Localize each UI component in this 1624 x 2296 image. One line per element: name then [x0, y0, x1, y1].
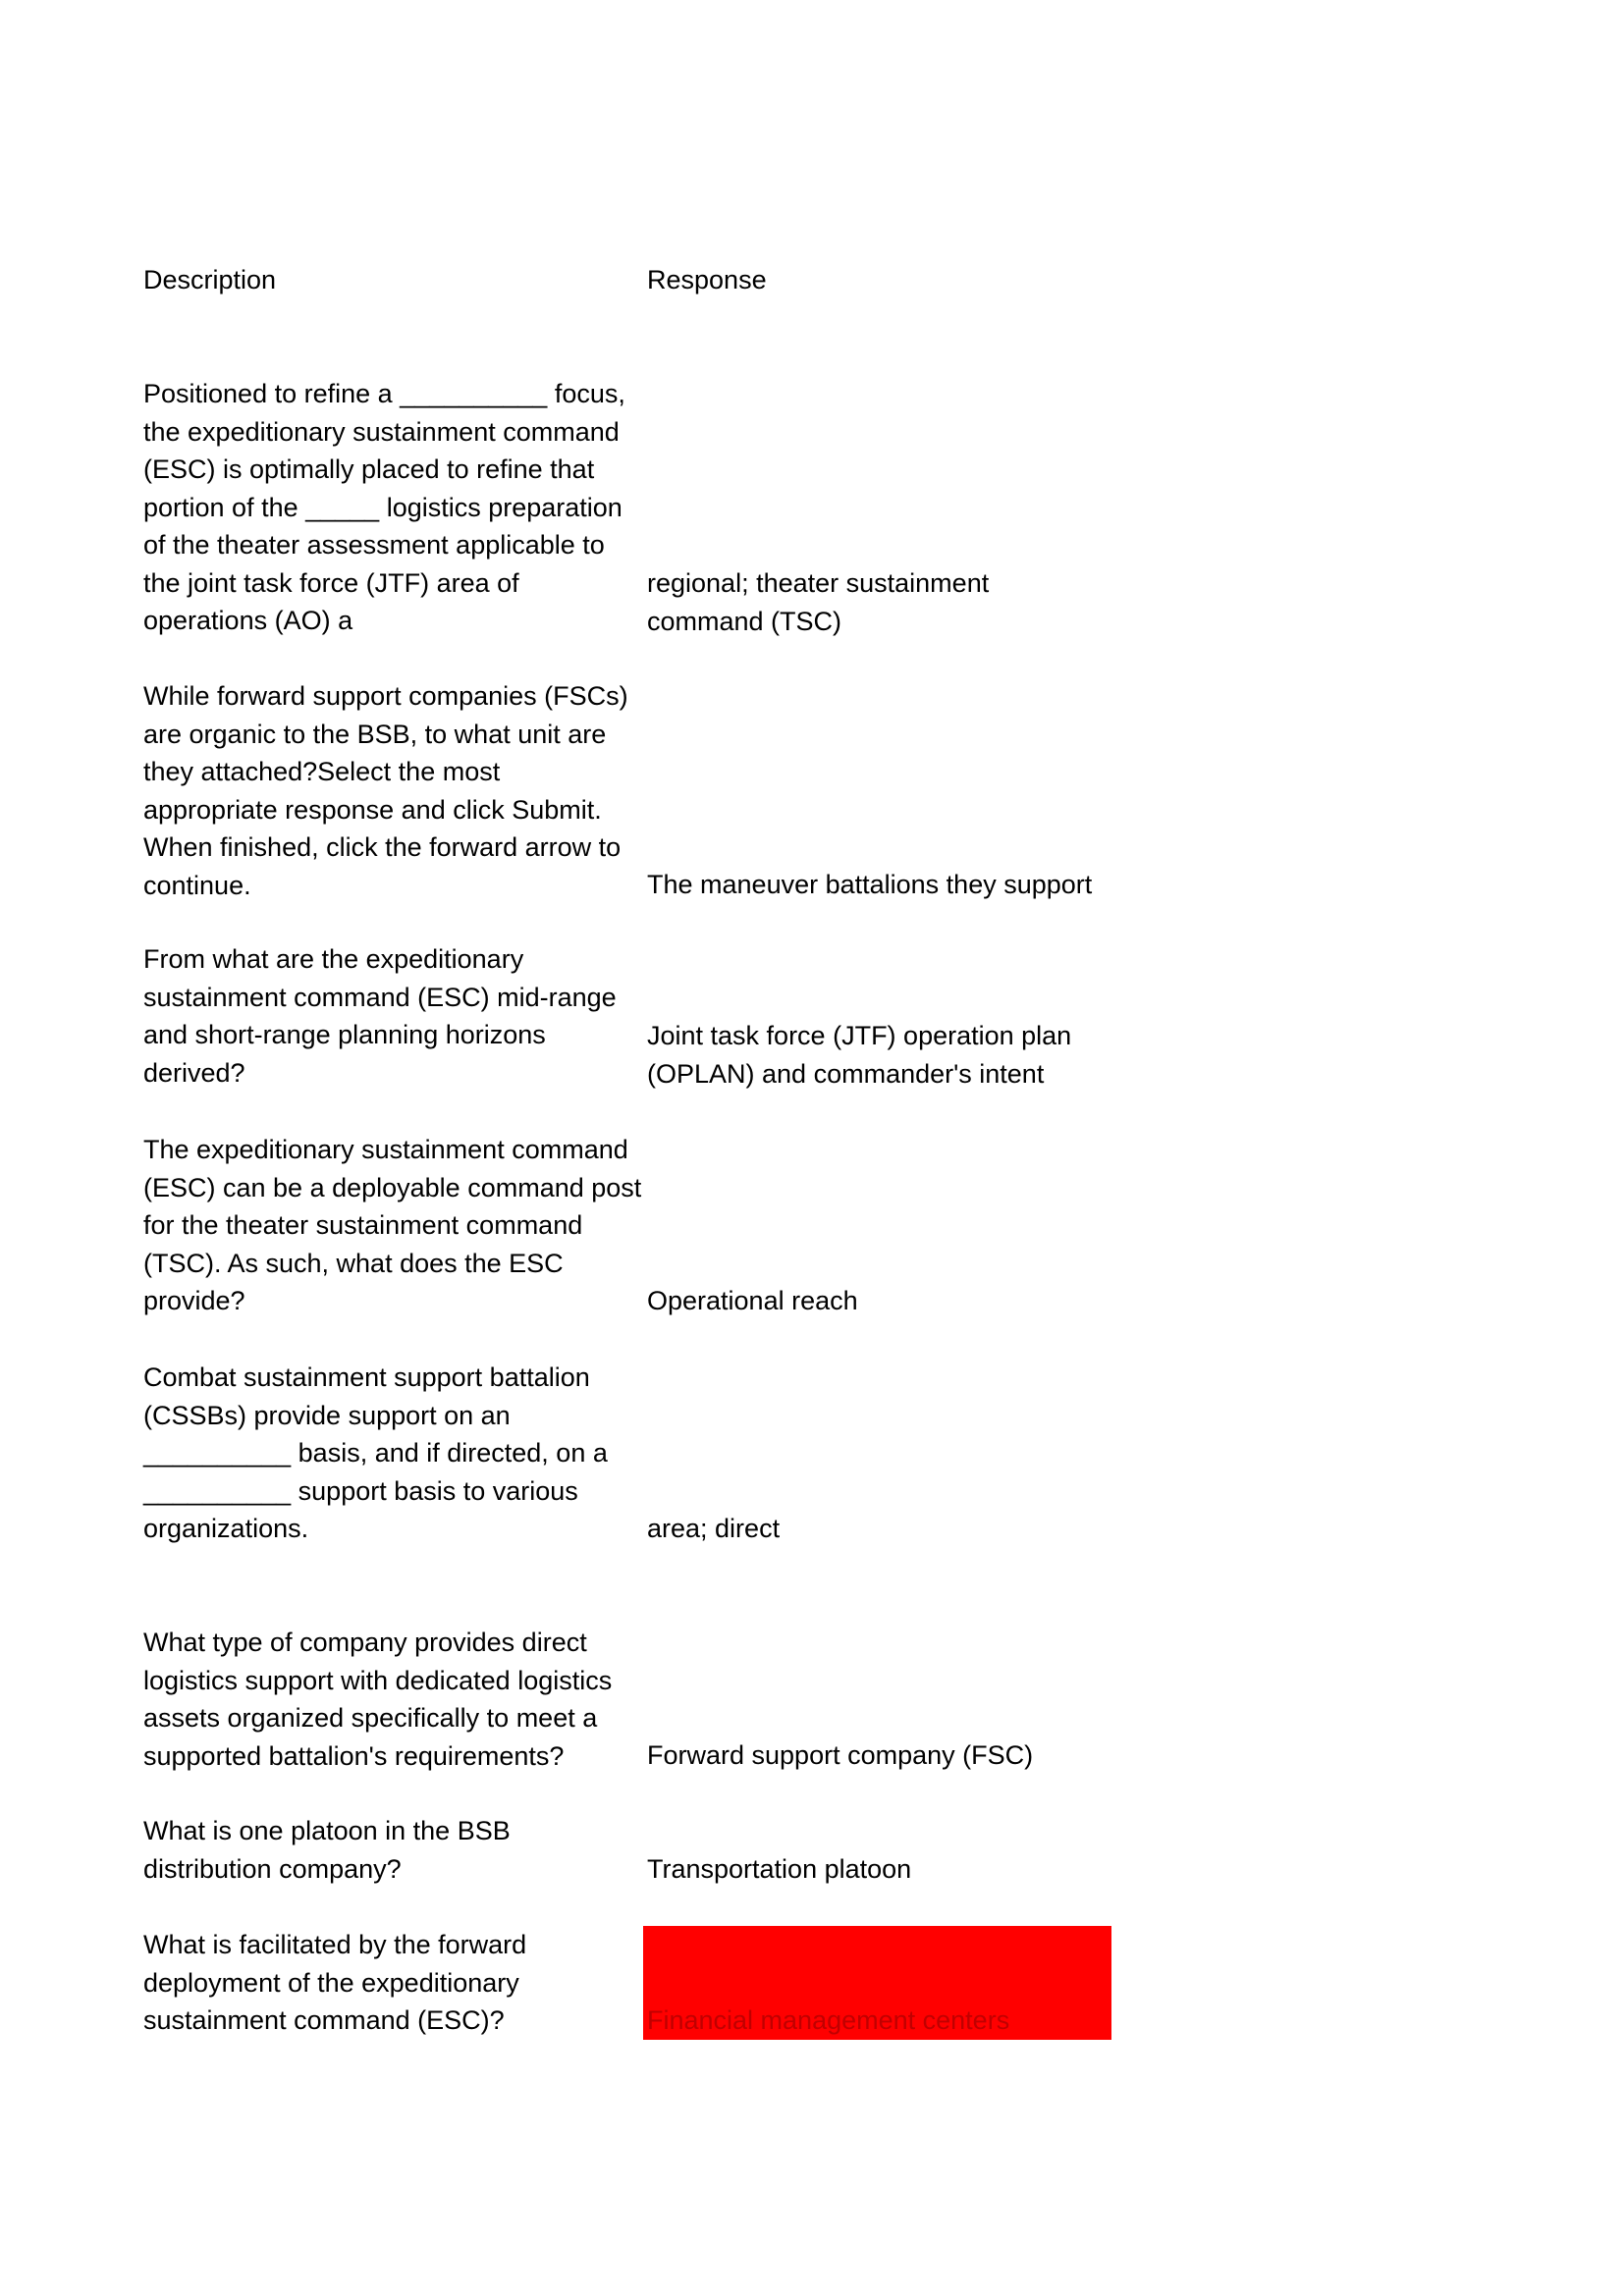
row-8-description: What is facilitated by the forward deployment of the expeditionary sustainment command (ESC)? — [143, 1930, 527, 2035]
row-4-description: The expeditionary sustainment command (ESC) can be a deployable command post for the theater sustainment command (TSC). As such, what does the ESC provide? — [143, 1135, 642, 1315]
row-6-description: What type of company provides direct logistics support with dedicated logistics assets organized specifically to meet a supported battalion's requirements? — [143, 1628, 613, 1771]
row-7-description: What is one platoon in the BSB distribution company? — [143, 1816, 511, 1884]
description-column-header: Description — [143, 265, 277, 294]
row-3-response: Joint task force (JTF) operation plan (OPLAN) and commander's intent — [647, 1021, 1072, 1089]
row-2-response: The maneuver battalions they support — [647, 870, 1093, 899]
response-column-header: Response — [647, 265, 767, 294]
row-3-description: From what are the expeditionary sustainment command (ESC) mid-range and short-range planning horizons derived? — [143, 944, 617, 1088]
row-2-description: While forward support companies (FSCs) are organic to the BSB, to what unit are they attached?Select the most appropriate response and click Submit. When finished, click the forward arrow to continue. — [143, 681, 628, 900]
row-1-response: regional; theater sustainment command (TSC) — [647, 568, 990, 636]
row-4-response: Operational reach — [647, 1286, 858, 1315]
row-5-description: Combat sustainment support battalion (CSSBs) provide support on an __________ basis, and if directed, on a __________ support basis to various organizations. — [143, 1362, 608, 1543]
row-1-description: Positioned to refine a __________ focus, the expeditionary sustainment command (ESC) is optimally placed to refine that portion of the _____ logistics preparation of the theater assessment applicable to the joint task force (JTF) area of operations (AO) a — [143, 379, 625, 635]
row-5-response: area; direct — [647, 1514, 781, 1543]
row-8-response: Financial management centers — [647, 2005, 1010, 2035]
row-6-response: Forward support company (FSC) — [647, 1740, 1034, 1770]
row-7-response: Transportation platoon — [647, 1854, 912, 1884]
